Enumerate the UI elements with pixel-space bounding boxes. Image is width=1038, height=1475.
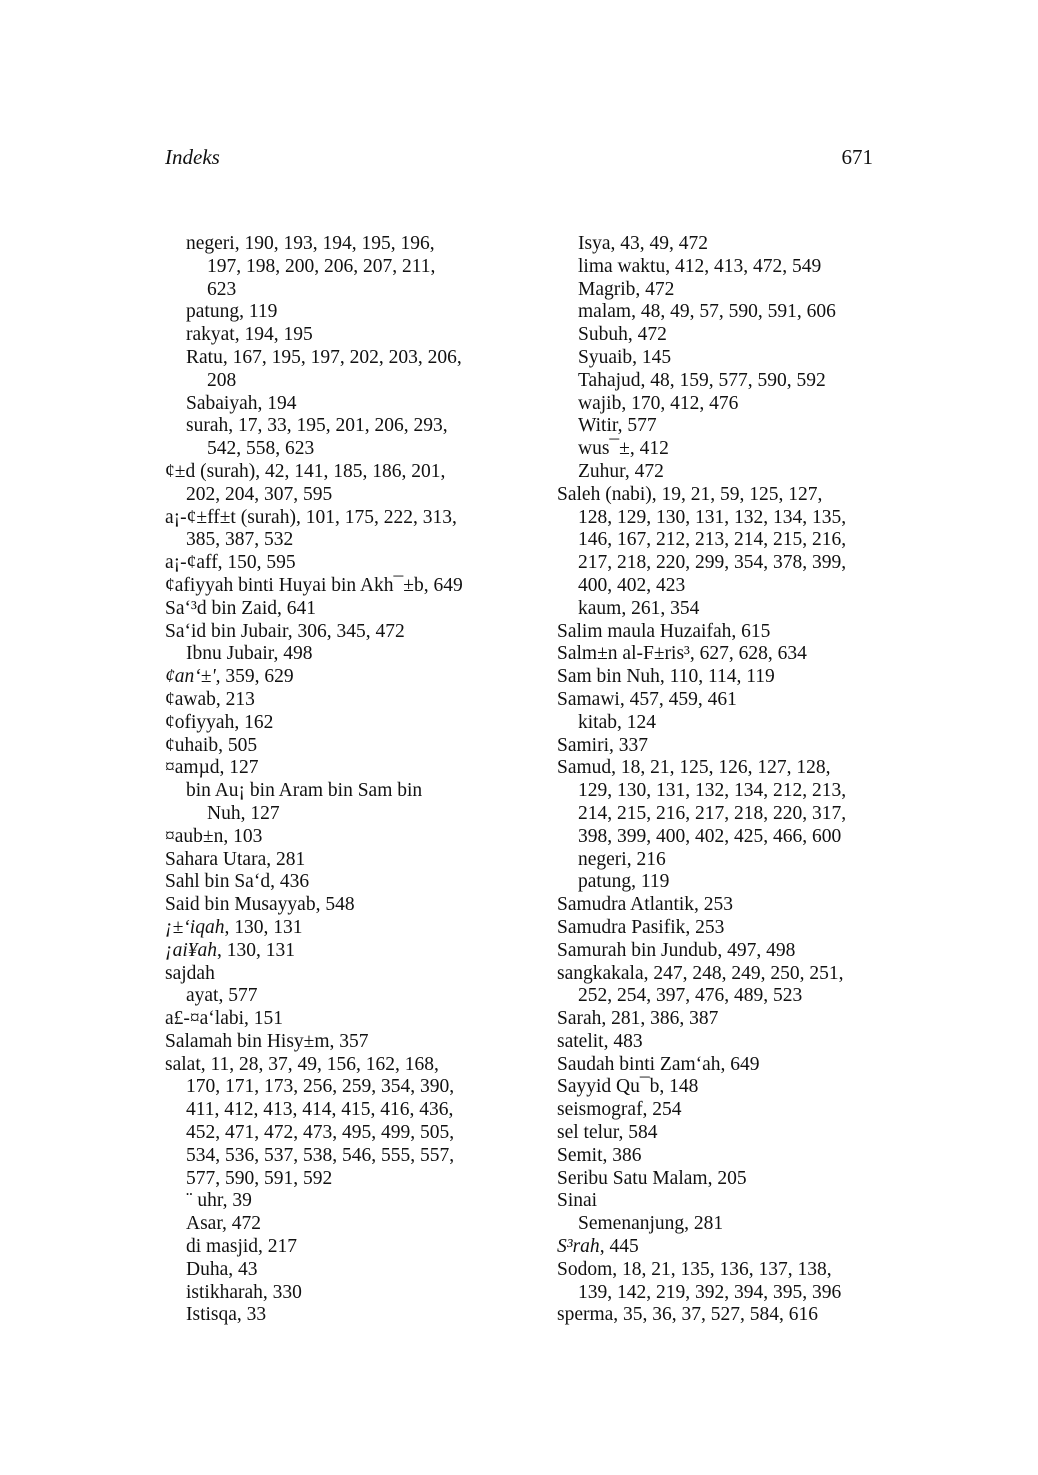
index-entry: patung, 119 — [186, 301, 278, 323]
index-entry: wus¯±, 412 — [578, 438, 669, 460]
index-entry: 577, 590, 591, 592 — [186, 1167, 333, 1189]
index-entry: rakyat, 194, 195 — [186, 324, 313, 346]
index-entry: ¤aub±n, 103 — [165, 825, 263, 847]
index-entry: Sam bin Nuh, 110, 114, 119 — [557, 666, 775, 688]
index-entry: Isya, 43, 49, 472 — [578, 233, 708, 254]
index-entry — [165, 940, 525, 963]
index-entry: bin Au¡ bin Aram bin Sam bin — [186, 780, 423, 802]
index-entry: Samurah bin Jundub, 497, 498 — [557, 939, 796, 961]
index-entry: Seribu Satu Malam, 205 — [557, 1167, 747, 1189]
index-entry: Samiri, 337 — [557, 734, 648, 756]
index-entry: Samudra Pasifik, 253 — [557, 916, 725, 938]
index-entry: 411, 412, 413, 414, 415, 416, 436, — [186, 1099, 454, 1121]
index-entry: sajdah — [165, 962, 215, 984]
index-entry: 170, 171, 173, 256, 259, 354, 390, — [186, 1076, 455, 1098]
index-entry: 202, 204, 307, 595 — [186, 483, 333, 505]
index-entry — [165, 666, 525, 689]
index-entry: surah, 17, 33, 195, 201, 206, 293, — [186, 415, 448, 437]
index-entry: 385, 387, 532 — [186, 529, 294, 551]
index-entry: ¢awab, 213 — [165, 688, 255, 710]
index-term-italic: ¡±‘iqah — [165, 916, 225, 938]
index-entry: 129, 130, 131, 132, 134, 212, 213, — [578, 780, 847, 802]
index-entry: salat, 11, 28, 37, 49, 156, 162, 168, — [165, 1053, 439, 1075]
index-column-left — [165, 233, 525, 1327]
index-term-italic: ¡ai¥ah — [165, 939, 218, 961]
index-entry: Salm±n al-F±ris³, 627, 628, 634 — [557, 643, 807, 665]
index-entry: Nuh, 127 — [207, 802, 280, 824]
index-entry: Sarah, 281, 386, 387 — [557, 1008, 719, 1030]
index-page-refs: , 445 — [599, 1236, 639, 1258]
index-entry: Saleh (nabi), 19, 21, 59, 125, 127, — [557, 483, 823, 505]
index-entry: kaum, 261, 354 — [578, 597, 700, 619]
index-entry: 400, 402, 423 — [578, 574, 686, 596]
index-entry: ¢ofiyyah, 162 — [165, 711, 274, 733]
index-entry: sel telur, 584 — [557, 1122, 658, 1144]
index-entry: satelit, 483 — [557, 1030, 643, 1052]
index-entry: Syuaib, 145 — [578, 346, 672, 368]
index-entry: malam, 48, 49, 57, 590, 591, 606 — [578, 301, 836, 323]
index-entry: Saudah binti Zam‘ah, 649 — [557, 1053, 760, 1075]
index-entry: lima waktu, 412, 413, 472, 549 — [578, 255, 822, 277]
index-entry: 398, 399, 400, 402, 425, 466, 600 — [578, 825, 842, 847]
index-entry: 146, 167, 212, 213, 214, 215, 216, — [578, 529, 847, 551]
page-number: 671 — [841, 145, 873, 169]
index-entry: Salamah bin Hisy±m, 357 — [165, 1030, 369, 1052]
index-entry: ¢afiyyah binti Huyai bin Akh¯±b, 649 — [165, 574, 463, 596]
index-entry: Zuhur, 472 — [578, 460, 664, 482]
index-page-refs: , 130, 131 — [217, 939, 296, 961]
index-entry: istikharah, 330 — [186, 1281, 302, 1303]
index-entry: Samawi, 457, 459, 461 — [557, 688, 737, 710]
index-entry: ¤amµd, 127 — [165, 757, 259, 779]
index-entry: ayat, 577 — [186, 985, 258, 1007]
index-entry: Semenanjung, 281 — [578, 1213, 724, 1235]
index-entry: Semit, 386 — [557, 1144, 642, 1166]
index-entry: kitab, 124 — [578, 711, 656, 733]
index-entry: Sabaiyah, 194 — [186, 392, 297, 414]
index-page-refs: , 359, 629 — [215, 666, 294, 688]
index-entry: 217, 218, 220, 299, 354, 378, 399, — [578, 552, 847, 574]
index-entry: 128, 129, 130, 131, 132, 134, 135, — [578, 506, 847, 528]
index-entry: Sayyid Qu¯b, 148 — [557, 1076, 699, 1098]
index-entry: Sa‘³d bin Zaid, 641 — [165, 597, 316, 619]
index-entry: Sinai — [557, 1190, 598, 1212]
index-entry: 197, 198, 200, 206, 207, 211, — [207, 255, 436, 277]
index-entry: Sahl bin Sa‘d, 436 — [165, 871, 310, 893]
index-entry: ¢±d (surah), 42, 141, 185, 186, 201, — [165, 460, 446, 482]
index-entry: 542, 558, 623 — [207, 438, 315, 460]
index-entry: Samud, 18, 21, 125, 126, 127, 128, — [557, 757, 831, 779]
index-entry: Sa‘id bin Jubair, 306, 345, 472 — [165, 620, 405, 642]
index-entry: Subuh, 472 — [578, 324, 667, 346]
running-header-title: Indeks — [165, 145, 220, 169]
index-entry: patung, 119 — [578, 871, 670, 893]
index-entry: 534, 536, 537, 538, 546, 555, 557, — [186, 1144, 455, 1166]
index-entry: di masjid, 217 — [186, 1236, 298, 1258]
index-entry: Istisqa, 33 — [186, 1304, 267, 1326]
index-entry: sperma, 35, 36, 37, 527, 584, 616 — [557, 1304, 819, 1326]
index-page-refs: , 130, 131 — [224, 916, 303, 938]
index-entry: Sahara Utara, 281 — [165, 848, 306, 870]
index-entry: Sodom, 18, 21, 135, 136, 137, 138, — [557, 1258, 832, 1280]
index-entry: sangkakala, 247, 248, 249, 250, 251, — [557, 962, 844, 984]
index-term-italic: ¢an‘±' — [165, 666, 216, 688]
index-entry: 214, 215, 216, 217, 218, 220, 317, — [578, 802, 847, 824]
index-column-right — [557, 233, 887, 1327]
index-entry: Duha, 43 — [186, 1258, 258, 1280]
index-entry: a£-¤a‘labi, 151 — [165, 1008, 284, 1030]
index-entry: a¡-¢±ff±t (surah), 101, 175, 222, 313, — [165, 506, 457, 528]
index-entry: Magrib, 472 — [578, 278, 675, 300]
index-entry: 252, 254, 397, 476, 489, 523 — [578, 985, 803, 1007]
index-entry: Witir, 577 — [578, 415, 657, 437]
index-term-italic: S³rah — [557, 1236, 600, 1258]
index-entry: 139, 142, 219, 392, 394, 395, 396 — [578, 1281, 842, 1303]
index-entry: seismograf, 254 — [557, 1099, 682, 1121]
index-entry: Ibnu Jubair, 498 — [186, 643, 313, 665]
index-entry: 208 — [207, 369, 237, 391]
index-entry: ¨ uhr, 39 — [186, 1190, 252, 1212]
index-entry: negeri, 216 — [578, 848, 666, 870]
index-entry: 452, 471, 472, 473, 495, 499, 505, — [186, 1122, 455, 1144]
index-entry: negeri, 190, 193, 194, 195, 196, — [186, 233, 435, 254]
index-entry — [557, 1236, 887, 1259]
index-entry: Said bin Musayyab, 548 — [165, 894, 355, 916]
index-entry: 623 — [207, 278, 237, 300]
index-entry: a¡-¢aff, 150, 595 — [165, 552, 296, 574]
index-entry: Salim maula Huzaifah, 615 — [557, 620, 771, 642]
index-entry: Ratu, 167, 195, 197, 202, 203, 206, — [186, 346, 462, 368]
index-entry: wajib, 170, 412, 476 — [578, 392, 739, 414]
index-entry: Tahajud, 48, 159, 577, 590, 592 — [578, 369, 826, 391]
index-entry: Samudra Atlantik, 253 — [557, 894, 734, 916]
index-entry: Asar, 472 — [186, 1213, 262, 1235]
index-entry — [165, 917, 525, 940]
index-entry: ¢uhaib, 505 — [165, 734, 258, 756]
